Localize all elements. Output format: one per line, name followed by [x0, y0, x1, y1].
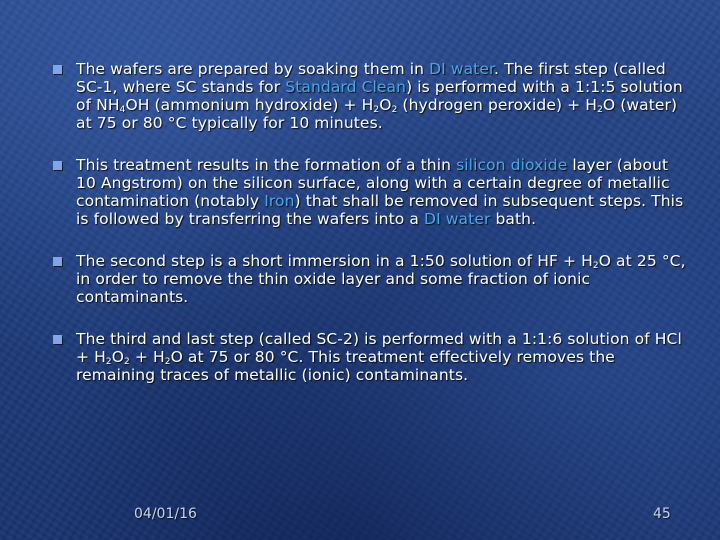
bullet-text: O	[379, 96, 392, 114]
square-bullet-icon	[53, 161, 62, 170]
bullet-item-hf-dip	[50, 252, 690, 306]
subscript: 2	[124, 357, 130, 367]
subscript: 2	[597, 105, 603, 115]
footer-date: 04/01/16	[134, 506, 197, 522]
bullet-text: layer (about 10 Angstrom) on the silicon surface, along with a certain degree of metallic contamination (notably	[76, 156, 670, 210]
bullet-text: bath.	[490, 210, 537, 228]
bullet-item-sc2	[50, 330, 690, 384]
subscript: 2	[105, 357, 112, 367]
bullet-text: ) is performed with a 1:1:5 solution of NH	[76, 78, 683, 114]
link-silicon-dioxide[interactable]: silicon dioxide	[456, 156, 568, 174]
bullet-text: ) that shall be removed in subsequent steps. This is followed by transferring the wafers into a	[76, 192, 684, 228]
square-bullet-icon	[53, 257, 62, 266]
slide-number: 45	[653, 506, 671, 522]
bullet-text: O at 75 or 80 °C. This treatment effectively removes the remaining traces of metallic (ionic) contaminants.	[76, 348, 615, 384]
bullet-item-oxide	[50, 156, 690, 228]
subscript: 2	[373, 105, 380, 115]
bullet-text: This treatment results in the formation of a thin	[76, 156, 457, 174]
bullet-text: The third and last step (called SC-2) is performed with a 1:1:6 solution of HCl + H	[76, 330, 682, 366]
subscript: 2	[164, 357, 171, 367]
bullet-text: + H	[129, 348, 165, 366]
link-standard-clean[interactable]: Standard Clean	[285, 78, 407, 96]
square-bullet-icon	[53, 335, 62, 344]
bullet-text: OH (ammonium hydroxide) + H	[125, 96, 374, 114]
subscript: 2	[592, 261, 599, 271]
subscript: 4	[119, 105, 126, 115]
bullet-text: The second step is a short immersion in a 1:50 solution of HF + H	[76, 252, 593, 270]
bullet-text: The wafers are prepared by soaking them in	[76, 60, 430, 78]
bullet-item-sc1	[50, 60, 690, 132]
bullet-text: (hydrogen peroxide) + H	[397, 96, 598, 114]
square-bullet-icon	[53, 65, 62, 74]
link-iron[interactable]: Iron	[264, 192, 295, 210]
subscript: 2	[391, 105, 398, 115]
link-di-water[interactable]: DI water	[429, 60, 495, 78]
bullet-text: O (water) at 75 or 80 °C typically for 10 minutes.	[76, 96, 678, 132]
bullet-list	[50, 60, 690, 408]
bullet-text: O	[111, 348, 125, 366]
bullet-text: O at 25 °C, in order to remove the thin oxide layer and some fraction of ionic contaminants.	[76, 252, 686, 306]
link-di-water[interactable]: DI water	[424, 210, 491, 228]
bullet-text: . The first step (called SC-1, where SC stands for	[76, 60, 666, 96]
